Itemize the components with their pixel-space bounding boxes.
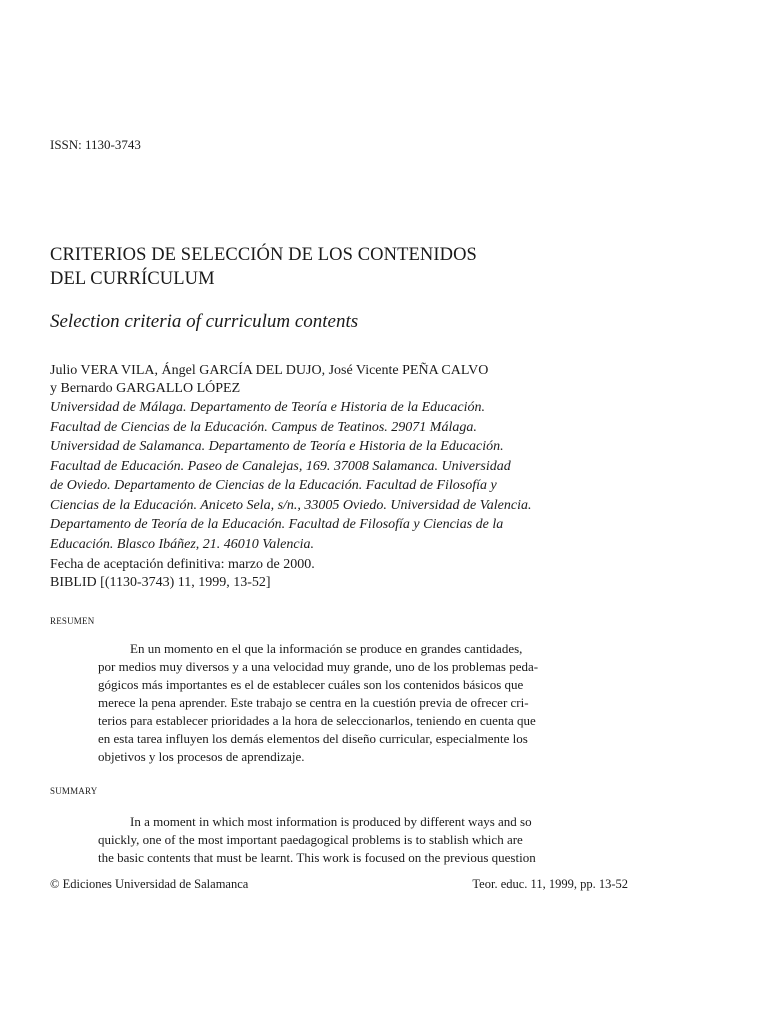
affiliation-line: Ciencias de la Educación. Aniceto Sela, s/n., 33005 Oviedo. Universidad de Valencia. xyxy=(50,497,532,513)
affiliation-line: Departamento de Teoría de la Educación. Facultad de Filosofía y Ciencias de la xyxy=(50,517,504,532)
summary-line: In a moment in which most information is produced by different ways and so xyxy=(130,814,532,829)
article-subtitle: Selection criteria of curriculum contents xyxy=(50,311,359,332)
issn: ISSN: 1130-3743 xyxy=(50,137,141,152)
affiliation-line: de Oviedo. Departamento de Ciencias de la Educación. Facultad de Filosofía y xyxy=(50,478,497,493)
title-line: CRITERIOS DE SELECCIÓN DE LOS CONTENIDOS xyxy=(50,245,477,265)
affiliation-line: Educación. Blasco Ibáñez, 21. 46010 Valencia. xyxy=(50,536,315,552)
author-line: y Bernardo GARGALLO LÓPEZ xyxy=(50,381,241,396)
acceptance-date: Fecha de aceptación definitiva: marzo de 2000. xyxy=(50,557,315,572)
resumen-line: terios para establecer prioridades a la hora de seleccionarlos, teniendo en cuenta que xyxy=(98,713,536,728)
biblid: BIBLID [(1130-3743) 11, 1999, 13-52] xyxy=(50,575,271,590)
copyright-footer: © Ediciones Universidad de Salamanca xyxy=(50,877,249,891)
resumen-heading: RESUMEN xyxy=(50,616,95,626)
citation-footer: Teor. educ. 11, 1999, pp. 13-52 xyxy=(472,877,628,891)
affiliation-line: Universidad de Málaga. Departamento de Teoría e Historia de la Educación. xyxy=(50,400,485,415)
summary-line: the basic contents that must be learnt. This work is focused on the previous question xyxy=(98,850,536,865)
summary-body xyxy=(98,813,629,867)
resumen-line: en esta tarea influyen los demás elementos del diseño curricular, especialmente los xyxy=(98,731,528,746)
affiliation-line: Facultad de Educación. Paseo de Canalejas, 169. 37008 Salamanca. Universidad xyxy=(50,458,511,474)
resumen-line: objetivos y los procesos de aprendizaje. xyxy=(98,749,305,764)
author-line: Julio VERA VILA, Ángel GARCÍA DEL DUJO, José Vicente PEÑA CALVO xyxy=(50,363,489,378)
resumen-body xyxy=(98,640,629,766)
affiliations xyxy=(50,398,650,554)
article-title xyxy=(50,243,650,291)
resumen-line: En un momento en el que la información se produce en grandes cantidades, xyxy=(130,641,523,656)
summary-line: quickly, one of the most important paedagogical problems is to stablish which are xyxy=(98,832,523,847)
summary-heading: SUMMARY xyxy=(50,786,98,796)
title-line: DEL CURRÍCULUM xyxy=(50,269,215,289)
publication-meta xyxy=(50,556,315,592)
author-list xyxy=(50,362,650,398)
affiliation-line: Facultad de Ciencias de la Educación. Campus de Teatinos. 29071 Málaga. xyxy=(50,419,477,435)
resumen-line: por medios muy diversos y a una velocidad muy grande, uno de los problemas peda- xyxy=(98,659,539,674)
resumen-line: merece la pena aprender. Este trabajo se centra en la cuestión previa de ofrecer cri- xyxy=(98,695,529,710)
resumen-line: gógicos más importantes es el de establecer cuáles son los contenidos básicos que xyxy=(98,677,524,692)
affiliation-line: Universidad de Salamanca. Departamento de Teoría e Historia de la Educación. xyxy=(50,439,504,454)
